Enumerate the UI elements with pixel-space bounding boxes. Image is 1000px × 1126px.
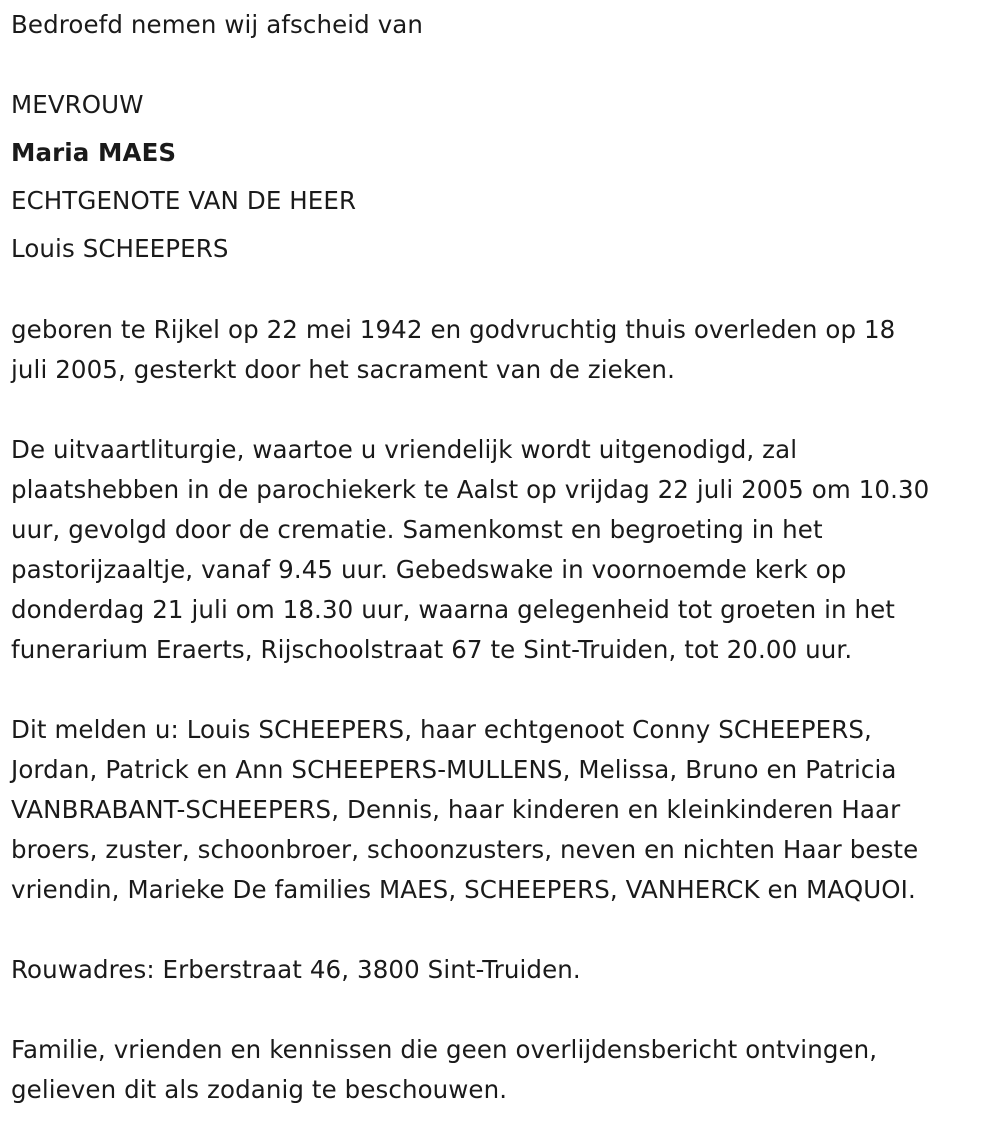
intro-text: Bedroefd nemen wij afscheid van [11, 10, 424, 39]
ceremony-line-2: plaatshebben in de parochiekerk te Aalst op vrijdag 22 juli 2005 om 10.30 [11, 475, 930, 504]
relation-text: ECHTGENOTE VAN DE HEER [11, 186, 357, 215]
closing-line-1: Familie, vrienden en kennissen die geen overlijdensbericht ontvingen, [11, 1035, 878, 1064]
spouse-name: Louis SCHEEPERS [11, 234, 229, 263]
family-line-4: broers, zuster, schoonbroer, schoonzusters, neven en nichten Haar beste [11, 835, 919, 864]
mourning-address: Rouwadres: Erberstraat 46, 3800 Sint-Truiden. [11, 955, 581, 984]
birth-death-line-1: geboren te Rijkel op 22 mei 1942 en godvruchtig thuis overleden op 18 [11, 315, 896, 344]
family-line-5: vriendin, Marieke De families MAES, SCHEEPERS, VANHERCK en MAQUOI. [11, 875, 916, 904]
deceased-name: Maria MAES [11, 138, 177, 167]
family-line-1: Dit melden u: Louis SCHEEPERS, haar echtgenoot Conny SCHEEPERS, [11, 715, 872, 744]
ceremony-line-1: De uitvaartliturgie, waartoe u vriendelijk wordt uitgenodigd, zal [11, 435, 798, 464]
ceremony-line-4: pastorijzaaltje, vanaf 9.45 uur. Gebedswake in voornoemde kerk op [11, 555, 847, 584]
ceremony-line-6: funerarium Eraerts, Rijschoolstraat 67 te Sint-Truiden, tot 20.00 uur. [11, 635, 853, 664]
family-line-3: VANBRABANT-SCHEEPERS, Dennis, haar kinderen en kleinkinderen Haar [11, 795, 901, 824]
ceremony-line-3: uur, gevolgd door de crematie. Samenkomst en begroeting in het [11, 515, 823, 544]
honorific: MEVROUW [11, 90, 144, 119]
birth-death-line-2: juli 2005, gesterkt door het sacrament van de zieken. [11, 355, 675, 384]
closing-line-2: gelieven dit als zodanig te beschouwen. [11, 1075, 508, 1104]
ceremony-line-5: donderdag 21 juli om 18.30 uur, waarna gelegenheid tot groeten in het [11, 595, 896, 624]
family-line-2: Jordan, Patrick en Ann SCHEEPERS-MULLENS, Melissa, Bruno en Patricia [11, 755, 897, 784]
